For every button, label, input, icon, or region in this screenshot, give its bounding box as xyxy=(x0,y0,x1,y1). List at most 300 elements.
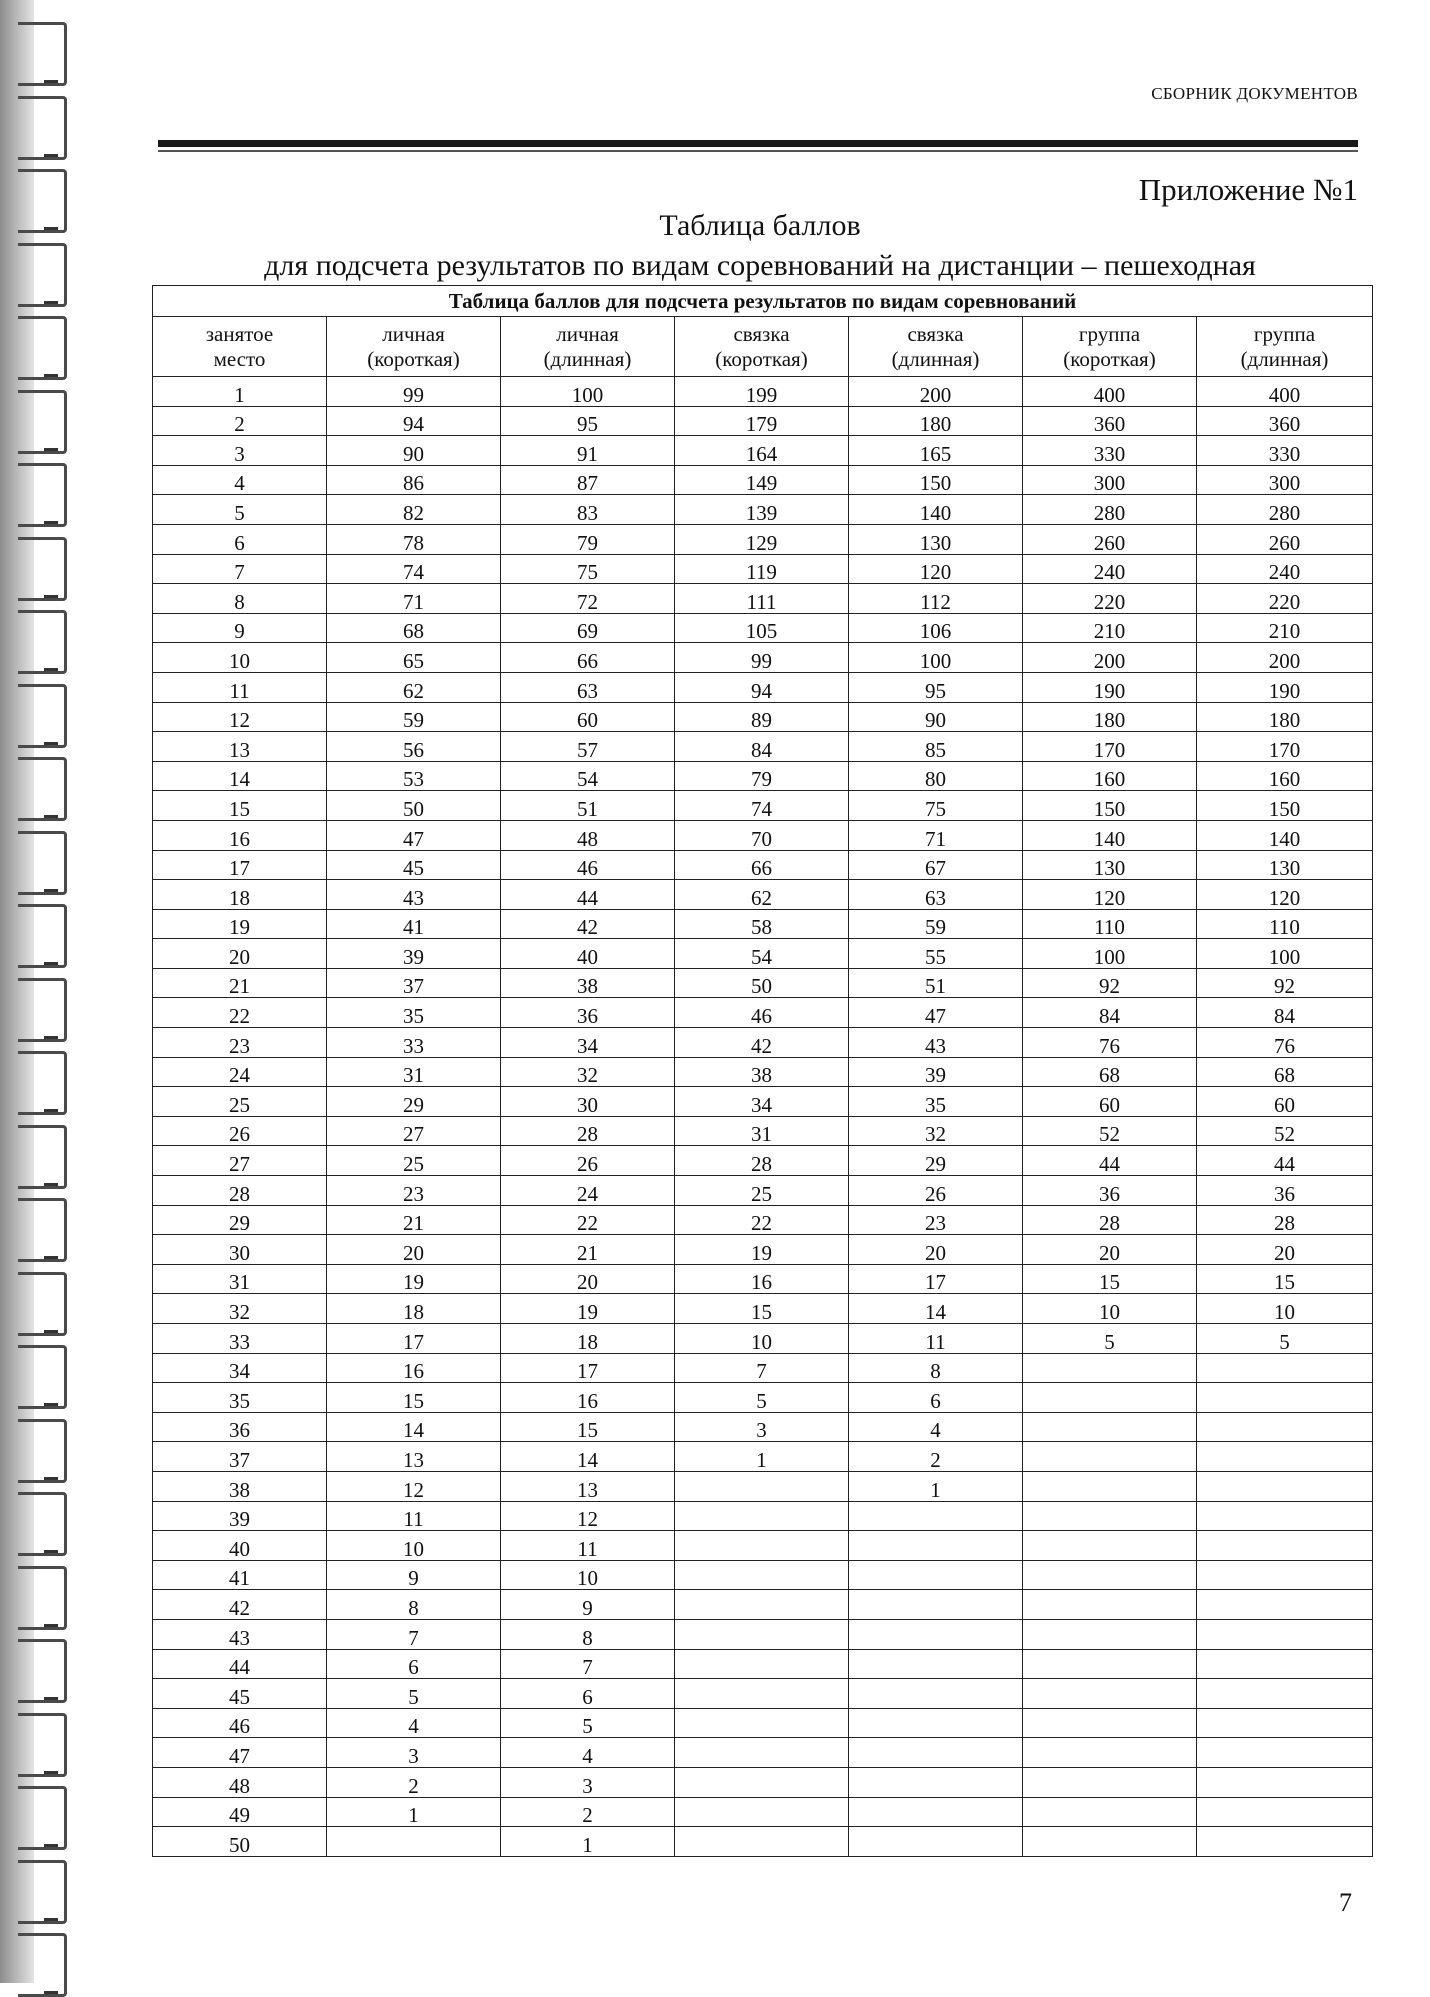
table-cell: 71 xyxy=(849,820,1023,850)
table-cell: 19 xyxy=(327,1264,501,1294)
table-cell xyxy=(675,1649,849,1679)
table-cell: 34 xyxy=(153,1353,327,1383)
table-cell: 82 xyxy=(327,495,501,525)
table-cell: 51 xyxy=(849,968,1023,998)
table-cell: 39 xyxy=(327,939,501,969)
table-cell: 38 xyxy=(501,968,675,998)
binding-ring xyxy=(18,1125,67,1189)
table-cell: 74 xyxy=(675,791,849,821)
table-cell: 42 xyxy=(153,1590,327,1620)
table-cell: 63 xyxy=(501,672,675,702)
table-cell: 72 xyxy=(501,584,675,614)
table-cell: 15 xyxy=(327,1383,501,1413)
table-row xyxy=(153,791,1373,821)
table-row xyxy=(153,495,1373,525)
table-cell: 35 xyxy=(849,1087,1023,1117)
table-cell xyxy=(675,1560,849,1590)
column-header-line2: (короткая) xyxy=(1063,346,1156,371)
table-cell: 45 xyxy=(327,850,501,880)
table-cell: 23 xyxy=(849,1205,1023,1235)
binding-ring xyxy=(18,243,67,307)
header-rule-thin xyxy=(158,150,1358,152)
table-cell: 16 xyxy=(327,1353,501,1383)
table-cell xyxy=(849,1679,1023,1709)
table-cell xyxy=(1023,1412,1197,1442)
table-cell xyxy=(675,1590,849,1620)
table-cell: 25 xyxy=(675,1176,849,1206)
table-cell: 56 xyxy=(327,732,501,762)
table-cell xyxy=(849,1708,1023,1738)
table-row xyxy=(153,643,1373,673)
table-cell: 41 xyxy=(153,1560,327,1590)
table-cell: 40 xyxy=(153,1531,327,1561)
table-cell: 42 xyxy=(675,1028,849,1058)
column-header-line1: личная xyxy=(382,321,445,346)
table-row xyxy=(153,1412,1373,1442)
table-cell: 89 xyxy=(675,702,849,732)
table-cell: 42 xyxy=(501,909,675,939)
table-cell xyxy=(1197,1353,1373,1383)
table-cell: 44 xyxy=(153,1649,327,1679)
table-cell: 129 xyxy=(675,524,849,554)
table-cell xyxy=(1023,1738,1197,1768)
binding-ring-mark xyxy=(44,154,58,157)
table-cell xyxy=(327,1827,501,1857)
binding-ring xyxy=(18,390,67,454)
table-cell: 49 xyxy=(153,1797,327,1827)
table-cell: 200 xyxy=(1023,643,1197,673)
table-row xyxy=(153,939,1373,969)
table-cell: 14 xyxy=(501,1442,675,1472)
table-cell: 10 xyxy=(501,1560,675,1590)
table-cell: 31 xyxy=(675,1116,849,1146)
table-cell: 180 xyxy=(849,406,1023,436)
table-row xyxy=(153,1294,1373,1324)
table-cell: 32 xyxy=(849,1116,1023,1146)
column-header-line1: связка xyxy=(733,321,790,346)
table-cell xyxy=(1197,1471,1373,1501)
table-cell: 180 xyxy=(1197,702,1373,732)
table-cell: 1 xyxy=(501,1827,675,1857)
table-cell: 120 xyxy=(1023,880,1197,910)
table-cell: 26 xyxy=(849,1176,1023,1206)
table-cell: 7 xyxy=(675,1353,849,1383)
table-cell: 92 xyxy=(1197,968,1373,998)
table-cell: 23 xyxy=(153,1028,327,1058)
table-cell: 17 xyxy=(849,1264,1023,1294)
table-row xyxy=(153,1205,1373,1235)
binding-ring-mark xyxy=(44,227,58,230)
table-cell: 140 xyxy=(849,495,1023,525)
table-cell: 40 xyxy=(501,939,675,969)
table-cell: 47 xyxy=(153,1738,327,1768)
table-cell: 36 xyxy=(1197,1176,1373,1206)
score-table xyxy=(152,285,1373,1857)
table-cell: 43 xyxy=(153,1619,327,1649)
table-cell: 280 xyxy=(1197,495,1373,525)
table-cell: 33 xyxy=(327,1028,501,1058)
table-cell: 149 xyxy=(675,465,849,495)
binding-ring-mark xyxy=(44,1844,58,1847)
table-cell: 53 xyxy=(327,761,501,791)
table-cell: 15 xyxy=(501,1412,675,1442)
binding-ring-mark xyxy=(44,521,58,524)
binding-ring-mark xyxy=(44,1036,58,1039)
binding-ring xyxy=(18,610,67,674)
table-cell: 400 xyxy=(1023,377,1197,407)
table-cell xyxy=(675,1501,849,1531)
table-cell: 43 xyxy=(849,1028,1023,1058)
table-cell xyxy=(1197,1649,1373,1679)
table-row xyxy=(153,1442,1373,1472)
table-cell: 39 xyxy=(153,1501,327,1531)
table-cell: 62 xyxy=(675,880,849,910)
table-cell: 18 xyxy=(501,1324,675,1354)
table-cell: 28 xyxy=(501,1116,675,1146)
table-cell: 65 xyxy=(327,643,501,673)
binding-ring xyxy=(18,463,67,527)
table-cell: 330 xyxy=(1197,436,1373,466)
table-cell: 360 xyxy=(1023,406,1197,436)
table-cell xyxy=(1023,1471,1197,1501)
table-cell: 6 xyxy=(327,1649,501,1679)
table-row xyxy=(153,1264,1373,1294)
table-cell: 2 xyxy=(153,406,327,436)
table-cell: 220 xyxy=(1023,584,1197,614)
table-cell: 70 xyxy=(675,820,849,850)
binding-ring-mark xyxy=(44,1550,58,1553)
binding-ring-mark xyxy=(44,1697,58,1700)
table-cell: 21 xyxy=(501,1235,675,1265)
table-cell xyxy=(849,1797,1023,1827)
table-cell: 110 xyxy=(1023,909,1197,939)
table-cell: 68 xyxy=(1197,1057,1373,1087)
table-cell: 86 xyxy=(327,465,501,495)
table-cell: 112 xyxy=(849,584,1023,614)
table-row xyxy=(153,1590,1373,1620)
table-cell: 85 xyxy=(849,732,1023,762)
page-number: 7 xyxy=(1339,1888,1352,1917)
table-cell: 5 xyxy=(501,1708,675,1738)
table-cell: 8 xyxy=(327,1590,501,1620)
table-row xyxy=(153,1087,1373,1117)
table-cell: 50 xyxy=(327,791,501,821)
table-cell: 60 xyxy=(1023,1087,1197,1117)
table-cell: 110 xyxy=(1197,909,1373,939)
table-cell: 20 xyxy=(153,939,327,969)
table-cell: 7 xyxy=(153,554,327,584)
table-cell: 35 xyxy=(327,998,501,1028)
table-cell: 16 xyxy=(501,1383,675,1413)
table-cell: 100 xyxy=(501,377,675,407)
column-header xyxy=(1197,317,1373,377)
table-cell: 150 xyxy=(849,465,1023,495)
table-cell: 54 xyxy=(675,939,849,969)
table-cell: 16 xyxy=(153,820,327,850)
table-cell: 25 xyxy=(327,1146,501,1176)
table-row xyxy=(153,850,1373,880)
table-cell xyxy=(1023,1679,1197,1709)
table-cell xyxy=(1023,1619,1197,1649)
table-cell: 94 xyxy=(675,672,849,702)
binding-ring-mark xyxy=(44,595,58,598)
binding-ring-mark xyxy=(44,742,58,745)
table-cell: 36 xyxy=(153,1412,327,1442)
table-row xyxy=(153,1738,1373,1768)
table-cell: 10 xyxy=(1023,1294,1197,1324)
table-cell xyxy=(1023,1797,1197,1827)
table-cell: 6 xyxy=(501,1679,675,1709)
table-cell: 92 xyxy=(1023,968,1197,998)
table-cell: 7 xyxy=(327,1619,501,1649)
binding-ring xyxy=(18,96,67,160)
table-cell: 28 xyxy=(153,1176,327,1206)
table-cell: 220 xyxy=(1197,584,1373,614)
table-cell: 5 xyxy=(1197,1324,1373,1354)
table-cell: 19 xyxy=(675,1235,849,1265)
table-cell xyxy=(1197,1827,1373,1857)
table-cell: 200 xyxy=(1197,643,1373,673)
table-cell: 26 xyxy=(153,1116,327,1146)
table-cell xyxy=(1023,1708,1197,1738)
table-cell xyxy=(1197,1767,1373,1797)
binding-ring-mark xyxy=(44,668,58,671)
table-row xyxy=(153,1619,1373,1649)
table-cell xyxy=(1197,1412,1373,1442)
table-cell: 66 xyxy=(501,643,675,673)
table-cell: 37 xyxy=(153,1442,327,1472)
binding-ring xyxy=(18,22,67,86)
table-cell: 95 xyxy=(501,406,675,436)
table-cell: 10 xyxy=(153,643,327,673)
table-cell: 28 xyxy=(675,1146,849,1176)
table-cell: 180 xyxy=(1023,702,1197,732)
table-cell: 4 xyxy=(501,1738,675,1768)
table-cell: 100 xyxy=(849,643,1023,673)
table-cell: 46 xyxy=(675,998,849,1028)
table-cell: 170 xyxy=(1023,732,1197,762)
table-cell: 4 xyxy=(849,1412,1023,1442)
table-cell: 120 xyxy=(1197,880,1373,910)
table-cell: 22 xyxy=(675,1205,849,1235)
table-cell xyxy=(1197,1590,1373,1620)
table-cell: 1 xyxy=(153,377,327,407)
table-cell: 41 xyxy=(327,909,501,939)
table-cell: 48 xyxy=(153,1767,327,1797)
table-cell xyxy=(1197,1531,1373,1561)
binding-ring xyxy=(18,831,67,895)
table-cell: 9 xyxy=(327,1560,501,1590)
table-cell xyxy=(1197,1501,1373,1531)
table-cell: 39 xyxy=(849,1057,1023,1087)
table-cell: 7 xyxy=(501,1649,675,1679)
table-cell: 50 xyxy=(153,1827,327,1857)
table-cell: 43 xyxy=(327,880,501,910)
table-caption: Таблица баллов для подсчета результатов по видам соревнований xyxy=(153,286,1373,317)
table-cell: 5 xyxy=(675,1383,849,1413)
table-cell xyxy=(1023,1442,1197,1472)
table-cell: 11 xyxy=(327,1501,501,1531)
table-cell: 34 xyxy=(675,1087,849,1117)
table-cell: 31 xyxy=(327,1057,501,1087)
table-cell xyxy=(1023,1383,1197,1413)
table-cell: 28 xyxy=(1197,1205,1373,1235)
table-cell: 210 xyxy=(1197,613,1373,643)
table-row xyxy=(153,436,1373,466)
binding-ring-mark xyxy=(44,301,58,304)
binding-ring xyxy=(18,684,67,748)
table-cell: 11 xyxy=(153,672,327,702)
binding-ring xyxy=(18,316,67,380)
table-cell: 19 xyxy=(501,1294,675,1324)
table-cell xyxy=(849,1619,1023,1649)
binding-ring-mark xyxy=(44,889,58,892)
binding-ring xyxy=(18,1272,67,1336)
table-cell xyxy=(1197,1442,1373,1472)
table-row xyxy=(153,880,1373,910)
table-cell: 19 xyxy=(153,909,327,939)
table-cell xyxy=(1197,1797,1373,1827)
table-cell: 12 xyxy=(327,1471,501,1501)
table-cell: 8 xyxy=(849,1353,1023,1383)
table-cell xyxy=(1197,1679,1373,1709)
column-header xyxy=(501,317,675,377)
table-cell: 8 xyxy=(501,1619,675,1649)
column-header xyxy=(327,317,501,377)
table-cell xyxy=(1197,1383,1373,1413)
table-cell: 78 xyxy=(327,524,501,554)
table-cell: 74 xyxy=(327,554,501,584)
table-cell: 84 xyxy=(675,732,849,762)
table-cell: 20 xyxy=(849,1235,1023,1265)
column-header-line2: место xyxy=(213,346,266,371)
binding-ring-mark xyxy=(44,815,58,818)
table-cell: 59 xyxy=(849,909,1023,939)
table-cell: 14 xyxy=(153,761,327,791)
table-row xyxy=(153,1116,1373,1146)
table-cell: 45 xyxy=(153,1679,327,1709)
table-cell xyxy=(849,1767,1023,1797)
table-cell: 17 xyxy=(327,1324,501,1354)
table-cell: 4 xyxy=(153,465,327,495)
table-row xyxy=(153,1560,1373,1590)
table-cell: 5 xyxy=(1023,1324,1197,1354)
binding-ring-mark xyxy=(44,1109,58,1112)
table-cell xyxy=(849,1590,1023,1620)
table-cell: 9 xyxy=(501,1590,675,1620)
table-cell: 23 xyxy=(327,1176,501,1206)
table-cell xyxy=(675,1531,849,1561)
column-header-line2: (короткая) xyxy=(367,346,460,371)
table-row xyxy=(153,554,1373,584)
binding-ring xyxy=(18,1933,67,1997)
table-cell: 330 xyxy=(1023,436,1197,466)
table-cell: 5 xyxy=(153,495,327,525)
column-header-line1: группа xyxy=(1253,321,1316,346)
table-cell xyxy=(675,1679,849,1709)
column-header xyxy=(849,317,1023,377)
table-cell xyxy=(675,1738,849,1768)
table-cell xyxy=(675,1471,849,1501)
binding-ring xyxy=(18,1198,67,1262)
appendix-label: Приложение №1 xyxy=(1138,172,1358,207)
binding-ring-mark xyxy=(44,962,58,965)
table-cell: 13 xyxy=(153,732,327,762)
column-header-line2: (длинная) xyxy=(891,346,980,371)
table-cell: 300 xyxy=(1023,465,1197,495)
table-cell: 35 xyxy=(153,1383,327,1413)
table-cell: 34 xyxy=(501,1028,675,1058)
table-row xyxy=(153,820,1373,850)
binding-ring-mark xyxy=(44,1256,58,1259)
table-cell: 260 xyxy=(1197,524,1373,554)
column-header-line1: занятое xyxy=(205,321,274,346)
table-row xyxy=(153,524,1373,554)
table-cell: 10 xyxy=(675,1324,849,1354)
table-cell: 71 xyxy=(327,584,501,614)
binding-ring xyxy=(18,978,67,1042)
table-cell: 1 xyxy=(849,1471,1023,1501)
table-cell: 32 xyxy=(501,1057,675,1087)
table-cell: 79 xyxy=(675,761,849,791)
table-cell: 150 xyxy=(1023,791,1197,821)
table-cell: 13 xyxy=(501,1471,675,1501)
table-cell: 5 xyxy=(327,1679,501,1709)
table-row xyxy=(153,1383,1373,1413)
table-cell: 47 xyxy=(327,820,501,850)
table-row xyxy=(153,1324,1373,1354)
table-cell: 15 xyxy=(675,1294,849,1324)
table-cell: 27 xyxy=(153,1146,327,1176)
table-cell: 29 xyxy=(327,1087,501,1117)
table-cell: 210 xyxy=(1023,613,1197,643)
binding-ring xyxy=(18,757,67,821)
table-cell: 105 xyxy=(675,613,849,643)
binding-ring-mark xyxy=(44,1183,58,1186)
table-cell: 99 xyxy=(327,377,501,407)
table-cell: 22 xyxy=(501,1205,675,1235)
binding-ring xyxy=(18,1492,67,1556)
table-cell: 139 xyxy=(675,495,849,525)
table-cell: 58 xyxy=(675,909,849,939)
document-subtitle: для подсчета результатов по видам соревнований на дистанции – пешеходная xyxy=(264,249,1256,282)
table-row xyxy=(153,1353,1373,1383)
table-cell: 95 xyxy=(849,672,1023,702)
table-row xyxy=(153,672,1373,702)
table-cell: 27 xyxy=(327,1116,501,1146)
table-cell: 6 xyxy=(849,1383,1023,1413)
table-cell: 30 xyxy=(501,1087,675,1117)
binding-ring-mark xyxy=(44,1918,58,1921)
table-row xyxy=(153,732,1373,762)
binding-ring xyxy=(18,904,67,968)
table-cell: 119 xyxy=(675,554,849,584)
table-cell: 47 xyxy=(849,998,1023,1028)
table-cell: 44 xyxy=(1197,1146,1373,1176)
table-cell: 10 xyxy=(1197,1294,1373,1324)
binding-ring xyxy=(18,1345,67,1409)
binding-ring xyxy=(18,1639,67,1703)
table-cell: 120 xyxy=(849,554,1023,584)
table-cell: 130 xyxy=(1023,850,1197,880)
binding-ring xyxy=(18,169,67,233)
table-cell: 160 xyxy=(1197,761,1373,791)
table-cell: 12 xyxy=(153,702,327,732)
table-cell: 2 xyxy=(501,1797,675,1827)
column-header-line1: группа xyxy=(1078,321,1141,346)
table-cell: 16 xyxy=(675,1264,849,1294)
binding-ring-mark xyxy=(44,1624,58,1627)
